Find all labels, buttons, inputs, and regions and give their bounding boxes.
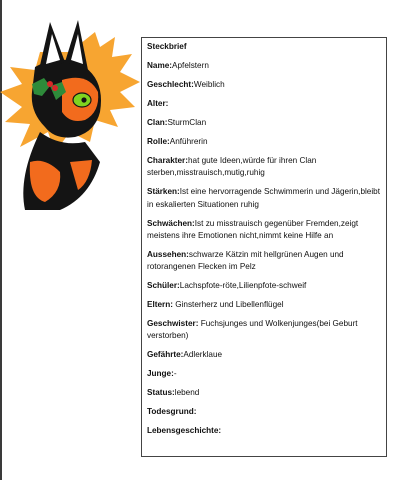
field-label: Name: <box>147 61 173 71</box>
field-value: - <box>173 369 177 379</box>
field-label: Rolle: <box>147 137 170 147</box>
field-label: Geschlecht: <box>147 80 194 90</box>
field-value: Ist zu misstrauisch gegenüber Fremden,zeigt meistens ihre Emotionen nicht,nimmt keine Hilfe an <box>147 218 359 240</box>
field-label: Schüler: <box>147 281 180 291</box>
field-todesgrund <box>147 406 385 418</box>
field-label: Aussehen: <box>147 249 189 259</box>
field-gefaehrte <box>147 349 385 361</box>
field-value: Adlerklaue <box>183 350 223 360</box>
field-label: Charakter: <box>147 155 188 165</box>
field-label: Geschwister: <box>147 319 199 328</box>
field-junge <box>147 368 385 380</box>
field-alter <box>147 98 385 110</box>
profile-content <box>147 41 385 444</box>
field-charakter <box>147 155 385 180</box>
field-schwaechen <box>147 218 385 243</box>
field-rolle <box>147 136 385 148</box>
field-label: Schwächen: <box>147 218 195 228</box>
sheet-title: Steckbrief <box>147 42 187 51</box>
field-value: hat gute Ideen,würde für ihren Clan sterben,misstrauisch,mutig,ruhig <box>147 155 317 178</box>
field-value: Lachspfote-röte,Lilienpfote-schweif <box>179 281 307 291</box>
field-label: Clan: <box>147 118 168 128</box>
field-label: Status: <box>147 388 175 398</box>
field-value: Anführerin <box>169 137 208 147</box>
profile-sheet <box>141 37 387 457</box>
field-label: Lebensgeschichte: <box>147 425 222 435</box>
field-label: Alter: <box>147 99 169 109</box>
field-label: Junge: <box>147 369 174 379</box>
field-label: Stärken: <box>147 187 180 197</box>
field-geschlecht <box>147 79 385 91</box>
field-label: Todesgrund: <box>147 407 197 417</box>
field-staerken <box>147 186 385 211</box>
field-label: Gefährte: <box>147 350 184 360</box>
field-value: Apfelstern <box>172 61 209 71</box>
avatar-pupil <box>81 97 86 102</box>
field-value: Weiblich <box>193 80 225 90</box>
field-lebensgeschichte <box>147 425 385 437</box>
field-value: lebend <box>174 388 200 398</box>
field-value: Ist eine hervorragende Schwimmerin und Jägerin,bleibt in eskalierten Situationen ruhig <box>147 187 381 209</box>
field-aussehen <box>147 249 385 274</box>
field-value: schwarze Kätzin mit hellgrünen Augen und rotorangenen Flecken im Pelz <box>147 249 344 272</box>
field-name <box>147 60 385 72</box>
holly-berry-icon <box>52 85 58 91</box>
field-value: Ginsterherz und Libellenflügel <box>172 300 284 310</box>
field-status <box>147 387 385 399</box>
holly-berry-icon <box>47 81 53 87</box>
character-avatar <box>0 12 145 212</box>
field-value: Fuchsjunges und Wolkenjunges(bei Geburt verstorben) <box>147 319 358 341</box>
field-geschwister <box>147 318 385 343</box>
field-label: Eltern: <box>147 300 173 310</box>
field-clan <box>147 117 385 129</box>
field-eltern <box>147 299 385 311</box>
field-schueler <box>147 280 385 292</box>
field-value: SturmClan <box>167 118 207 128</box>
